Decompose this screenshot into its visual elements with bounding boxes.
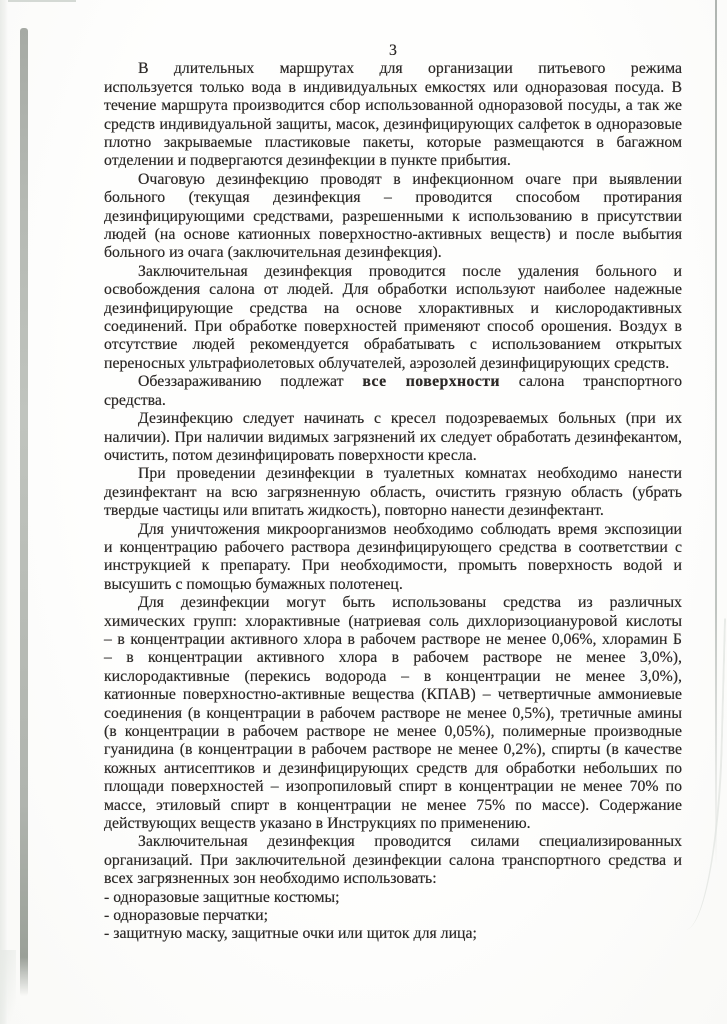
paragraph bbox=[104, 171, 682, 263]
scan-bottom-left-shade bbox=[0, 950, 16, 1024]
text-line: - одноразовые перчатки; bbox=[104, 907, 268, 925]
text-line: - защитную маску, защитные очки или щиток для лица; bbox=[104, 925, 477, 943]
text-line: Для дезинфекции могут быть использованы средства из различных bbox=[138, 594, 682, 612]
text-line: средств индивидуальной защиты, масок, дезинфицирующих салфеток в одноразовые bbox=[104, 115, 682, 133]
paragraph bbox=[104, 410, 682, 465]
text-line: кожных антисептиков и дезинфицирующих средств для обработки небольших по bbox=[104, 759, 682, 777]
text-line: дезинфицирующие средства на основе хлорактивных и кислородактивных bbox=[104, 299, 682, 317]
page-number: 3 bbox=[389, 42, 397, 59]
text-line: соединения (в концентрации в рабочем растворе не менее 0,5%), третичные амины bbox=[104, 704, 682, 722]
text-line: и концентрацию рабочего раствора дезинфицирующего средства в соответствии с bbox=[104, 538, 682, 556]
text-line: отделении и подвергаются дезинфекции в пункте прибытия. bbox=[104, 152, 511, 170]
text-line: людей (на основе катионных поверхностно-активных веществ) и после выбытия bbox=[104, 226, 682, 244]
text-line: Заключительная дезинфекция проводится силами специализированных bbox=[138, 833, 682, 851]
text-line: используется только вода в индивидуальных емкостях или одноразовая посуда. В bbox=[104, 78, 682, 96]
text-line: инструкцией к препарату. При необходимости, промыть поверхность водой и bbox=[104, 557, 682, 575]
text-line: В длительных маршрутах для организации питьевого режима bbox=[138, 60, 682, 78]
text-line: действующих веществ указано в Инструкциях по применению. bbox=[104, 815, 531, 833]
text-line: отсутствие людей рекомендуется обрабатывать с использованием открытых bbox=[104, 336, 682, 354]
text-line: освобождения салона от людей. Для обработки используют наиболее надежные bbox=[104, 281, 682, 299]
paragraph bbox=[104, 465, 682, 520]
text-line: Заключительная дезинфекция проводится после удаления больного и bbox=[138, 262, 682, 280]
scan-streak-artifact bbox=[20, 28, 28, 996]
text-line: больного (текущая дезинфекция – проводится способом протирания bbox=[104, 189, 682, 207]
text-line: всех загрязненных зон необходимо использовать: bbox=[104, 870, 437, 888]
text-line: катионные поверхностно-активные вещества (КПАВ) – четвертичные аммониевые bbox=[104, 686, 682, 704]
paragraph bbox=[104, 907, 682, 925]
text-line: течение маршрута производится сбор использованной одноразовой посуды, а так же bbox=[104, 97, 682, 115]
text-line: химических групп: хлорактивные (натриевая соль дихлоризоциануровой кислоты bbox=[104, 612, 682, 630]
text-line: Очаговую дезинфекцию проводят в инфекционном очаге при выявлении bbox=[138, 170, 682, 188]
paragraph bbox=[104, 833, 682, 888]
scan-left-edge-band bbox=[0, 0, 8, 1024]
text-line: высушить с помощью бумажных полотенец. bbox=[104, 575, 403, 593]
text-line: очистить, потом дезинфицировать поверхности кресла. bbox=[104, 446, 477, 464]
text-line: – в концентрации активного хлора в рабочем растворе не менее 0,06%, хлорамин Б bbox=[104, 630, 682, 648]
paragraph bbox=[104, 594, 682, 833]
text-line: гуанидина (в концентрации в рабочем растворе не менее 0,2%), спирты (в качестве bbox=[104, 741, 682, 759]
paragraph bbox=[104, 925, 682, 943]
text-line: дезинфицирующими средствами, разрешенными к использованию в присутствии bbox=[104, 207, 682, 225]
text-line: плотно закрываемые пластиковые пакеты, которые размещаются в багажном bbox=[104, 134, 682, 152]
text-line: твердые частицы или впитать жидкость), повторно нанести дезинфектант. bbox=[104, 502, 604, 520]
text-line: - одноразовые защитные костюмы; bbox=[104, 888, 340, 906]
text-line: – в концентрации активного хлора в рабочем растворе не менее 3,0%), bbox=[104, 649, 682, 667]
text-line: Для уничтожения микроорганизмов необходимо соблюдать время экспозиции bbox=[138, 520, 682, 538]
text-line: соединений. При обработке поверхностей применяют способ орошения. Воздух в bbox=[104, 318, 682, 336]
text-line: Дезинфекцию следует начинать с кресел подозреваемых больных (при их bbox=[138, 410, 682, 428]
page-content bbox=[104, 42, 682, 944]
text-line: средства. bbox=[104, 391, 166, 409]
text-line: наличии). При наличии видимых загрязнений их следует обработать дезинфекантом, bbox=[104, 428, 682, 446]
scan-top-edge-line bbox=[0, 0, 76, 2]
paragraph bbox=[104, 60, 682, 170]
text-line: организаций. При заключительной дезинфекции салона транспортного средства и bbox=[104, 851, 682, 869]
text-line: При проведении дезинфекции в туалетных комнатах необходимо нанести bbox=[138, 465, 682, 483]
text-line: переносных ультрафиолетовых облучателей, аэрозолей дезинфицирующих средств. bbox=[104, 354, 670, 372]
text-line: (в концентрации в рабочем растворе не менее 0,05%), полимерные производные bbox=[104, 723, 682, 741]
text-line: кислородактивные (перекись водорода – в концентрации не менее 3,0%), bbox=[104, 667, 682, 685]
text-line: больного из очага (заключительная дезинфекция). bbox=[104, 244, 442, 262]
paragraph bbox=[104, 889, 682, 907]
text-line: площади поверхностей – изопропиловый спирт в концентрации не менее 70% по bbox=[104, 778, 682, 796]
paragraph bbox=[104, 521, 682, 595]
page-curl-shade bbox=[682, 618, 726, 931]
paragraph bbox=[104, 263, 682, 373]
document-text bbox=[104, 60, 682, 944]
text-line: Обеззараживанию подлежат все поверхности салона транспортного bbox=[138, 373, 682, 391]
text-line: дезинфектант на всю загрязненную область, очистить грязную область (убрать bbox=[104, 483, 682, 501]
text-line: массе, этиловый спирт в концентрации не менее 75% по массе). Содержание bbox=[104, 796, 682, 814]
paragraph bbox=[104, 373, 682, 410]
